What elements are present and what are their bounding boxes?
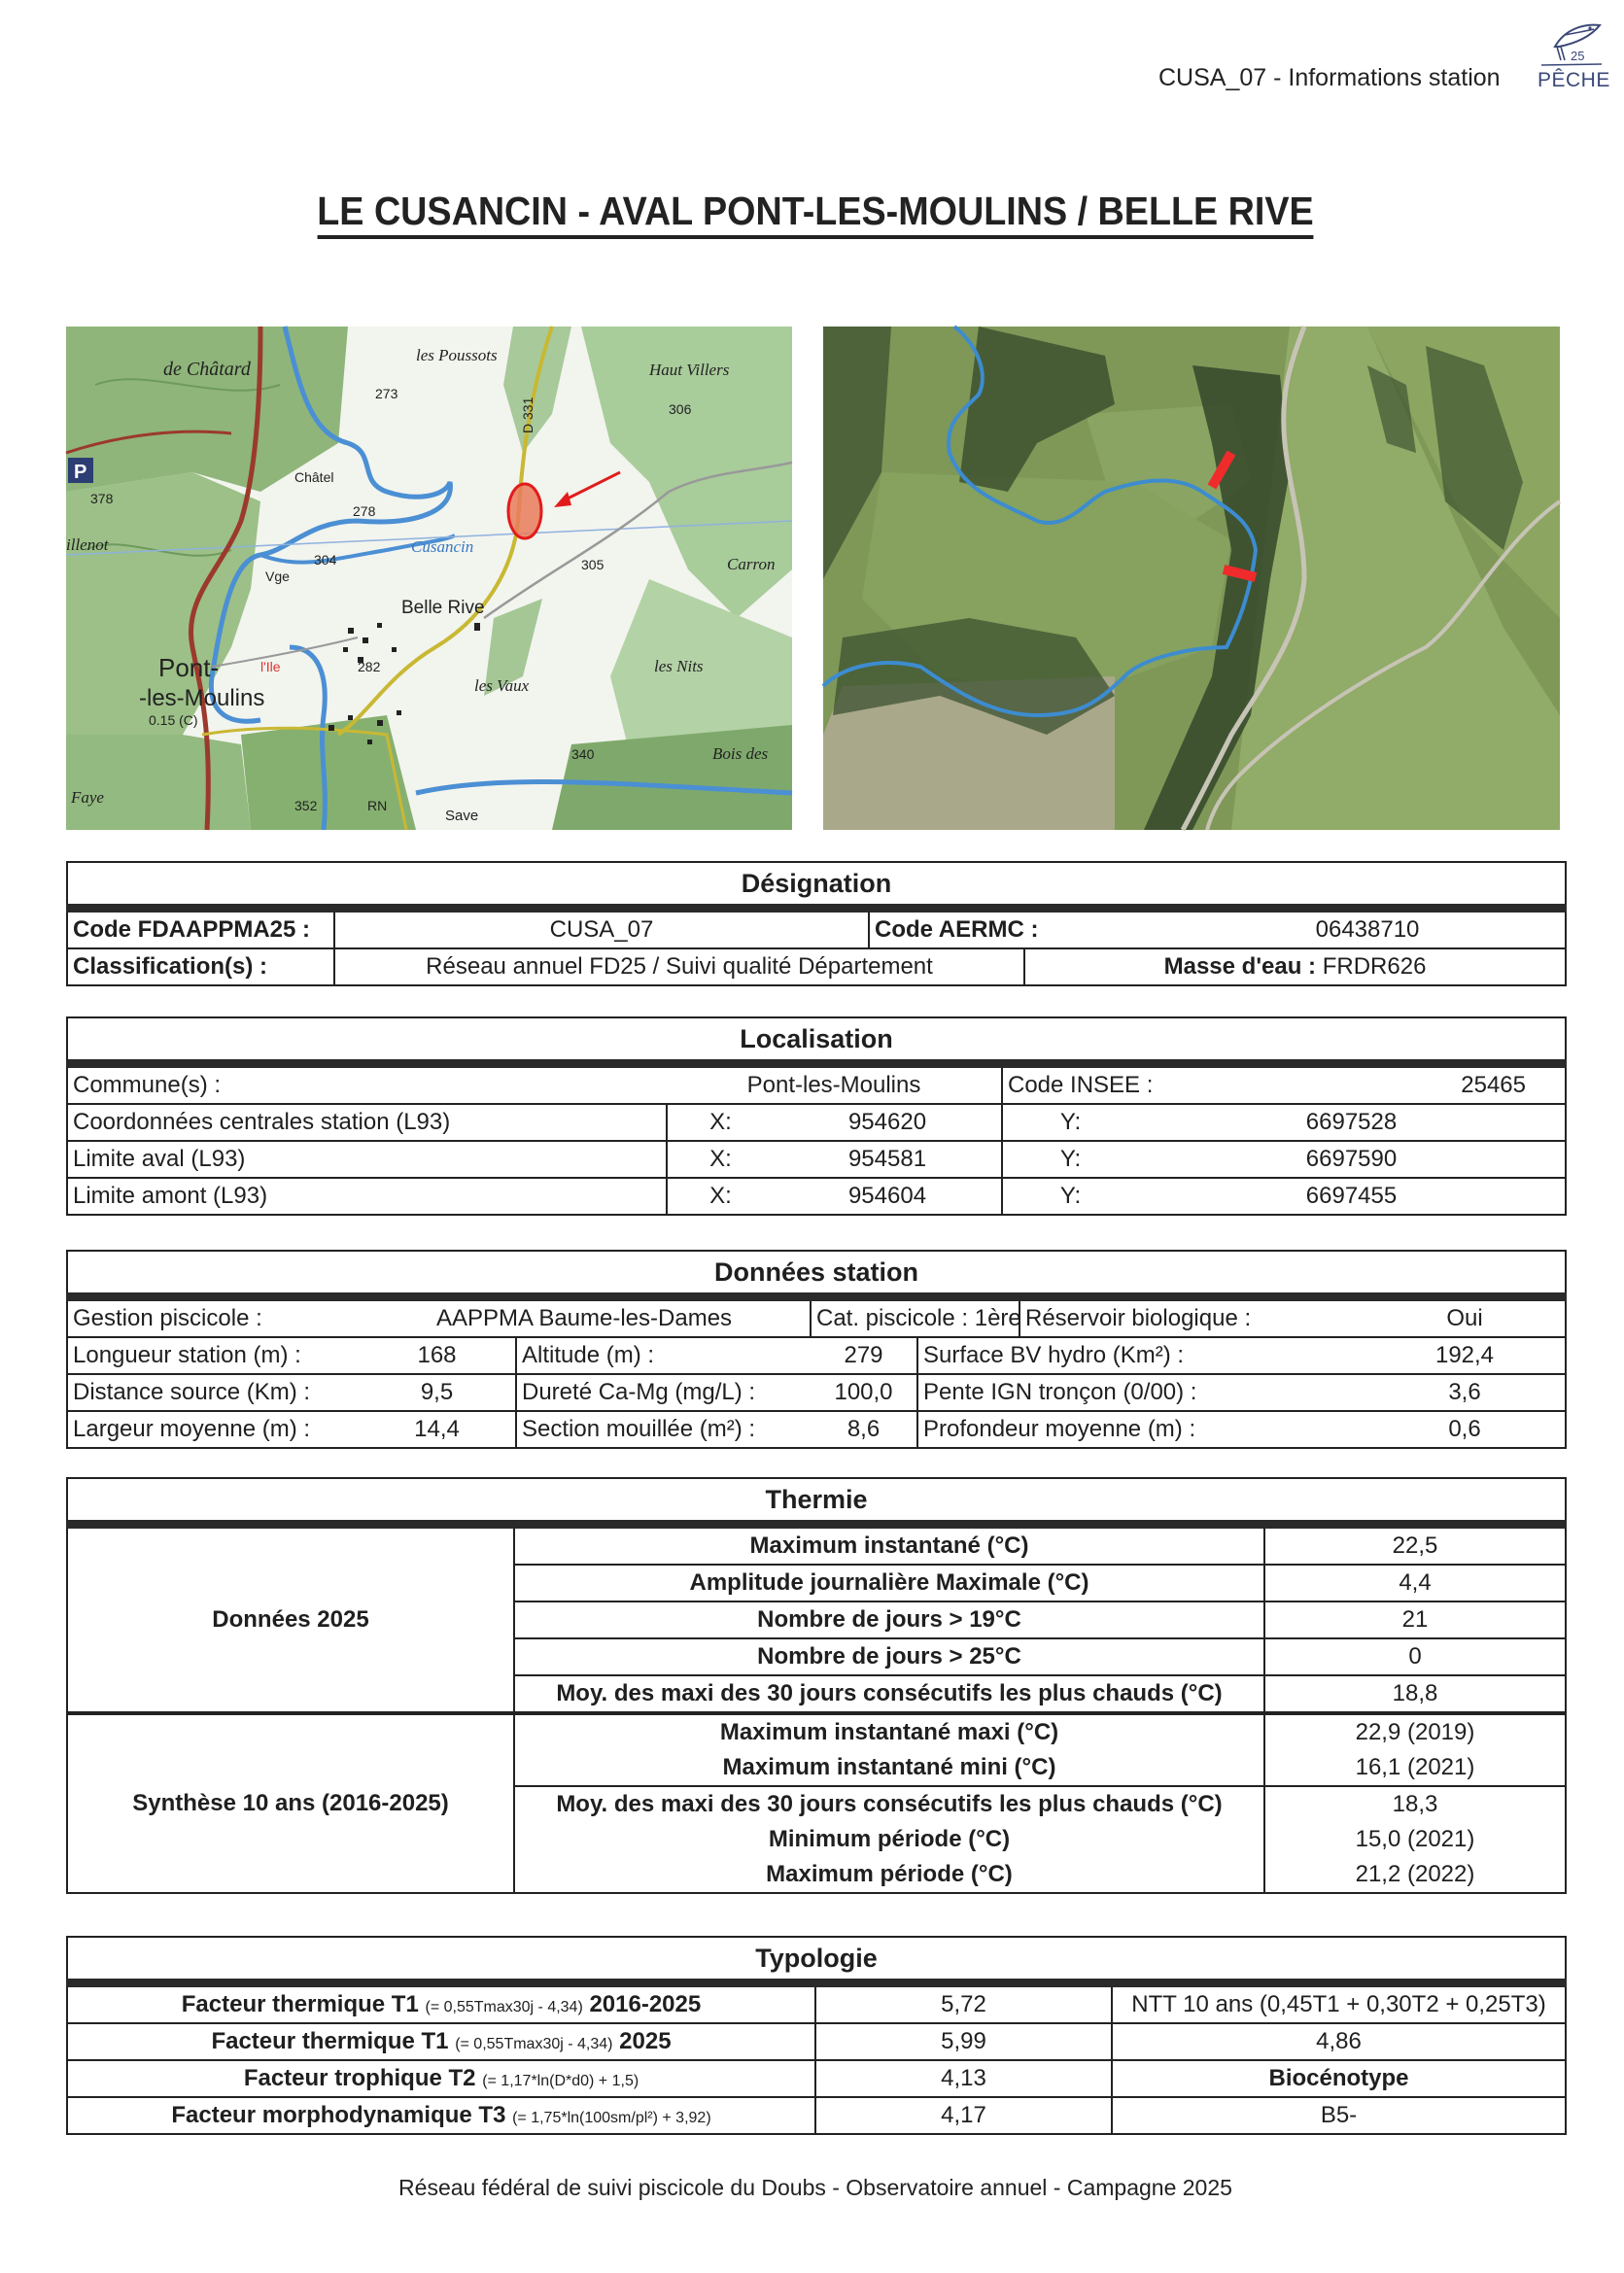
station-param-label: Profondeur moyenne (m) : <box>917 1411 1253 1448</box>
svg-text:les Nits: les Nits <box>654 657 704 675</box>
station-param-value: 9,5 <box>359 1374 516 1411</box>
localisation-heading: Localisation <box>67 1017 1566 1064</box>
logo-text: PÊCHE <box>1538 69 1610 91</box>
ntt-label: NTT 10 ans (0,45T1 + 0,30T2 + 0,25T3) <box>1112 1983 1566 2024</box>
station-param-label: Surface BV hydro (Km²) : <box>917 1337 1253 1374</box>
svg-text:306: 306 <box>669 401 692 417</box>
thermie-param-value: 4,4 <box>1264 1565 1566 1601</box>
commune-value: Pont-les-Moulins <box>667 1064 1002 1105</box>
thermie-param-label: Maximum instantané maxi (°C) <box>514 1713 1264 1750</box>
station-row <box>67 1374 1566 1411</box>
station-param-label: Pente IGN tronçon (0/00) : <box>917 1374 1253 1411</box>
svg-text:352: 352 <box>294 798 318 813</box>
station-param-label: Longueur station (m) : <box>67 1337 359 1374</box>
typologie-table <box>66 1936 1567 2135</box>
typologie-heading: Typologie <box>67 1937 1566 1983</box>
masse-eau-value: FRDR626 <box>1322 953 1427 980</box>
svg-text:Belle Rive: Belle Rive <box>401 598 485 618</box>
thermie-row <box>67 1525 1566 1566</box>
thermie-heading: Thermie <box>67 1478 1566 1525</box>
coord-row <box>67 1141 1566 1178</box>
factor-value: 5,99 <box>815 2023 1112 2060</box>
svg-text:Faye: Faye <box>71 788 104 807</box>
x-label: X: <box>667 1141 774 1178</box>
station-param-value: 3,6 <box>1253 1374 1566 1411</box>
thermie-param-label: Nombre de jours > 19°C <box>514 1601 1264 1638</box>
svg-text:Châtel: Châtel <box>294 469 334 485</box>
biocenotype-label: Biocénotype <box>1112 2060 1566 2097</box>
svg-text:273: 273 <box>375 386 398 401</box>
svg-text:D 331: D 331 <box>520 396 536 433</box>
code-fd-label: Code FDAAPPMA25 : <box>67 909 334 949</box>
station-param-label: Distance source (Km) : <box>67 1374 359 1411</box>
y-value: 6697590 <box>1138 1141 1566 1178</box>
factor-label: Facteur thermique T1 <box>211 2028 449 2054</box>
factor-label: Facteur thermique T1 <box>181 1991 419 2017</box>
masse-eau-cell <box>1024 948 1566 985</box>
thermie-param-label: Moy. des maxi des 30 jours consécutifs les plus chauds (°C) <box>514 1675 1264 1713</box>
station-param-value: 100,0 <box>811 1374 917 1411</box>
y-label: Y: <box>1002 1178 1138 1215</box>
factor-formula: (= 1,17*ln(D*d0) + 1,5) <box>482 2073 639 2089</box>
svg-text:P: P <box>74 462 87 483</box>
typologie-factor <box>67 2097 815 2134</box>
typologie-row <box>67 1983 1566 2024</box>
svg-text:de Châtard: de Châtard <box>163 359 251 380</box>
thermie-param-label: Amplitude journalière Maximale (°C) <box>514 1565 1264 1601</box>
coord-label: Limite aval (L93) <box>67 1141 667 1178</box>
biocenotype-value: B5- <box>1112 2097 1566 2134</box>
station-heading: Données station <box>67 1251 1566 1297</box>
thermie-table <box>66 1477 1567 1894</box>
thermie-param-value: 21,2 (2022) <box>1264 1857 1566 1893</box>
station-param-value: 192,4 <box>1253 1337 1566 1374</box>
thermie-param-label: Nombre de jours > 25°C <box>514 1638 1264 1675</box>
thermie-param-label: Minimum période (°C) <box>514 1822 1264 1857</box>
localisation-table <box>66 1016 1567 1216</box>
factor-value: 5,72 <box>815 1983 1112 2024</box>
svg-text:Bois des: Bois des <box>712 744 769 763</box>
thermie-param-label: Maximum période (°C) <box>514 1857 1264 1893</box>
svg-text:Carron: Carron <box>727 555 776 573</box>
commune-label: Commune(s) : <box>67 1064 667 1105</box>
masse-eau-label: Masse d'eau : <box>1163 953 1317 980</box>
x-value: 954604 <box>774 1178 1002 1215</box>
designation-table <box>66 861 1567 986</box>
station-param-value: 8,6 <box>811 1411 917 1448</box>
thermie-param-label: Maximum instantané (°C) <box>514 1525 1264 1566</box>
svg-text:25: 25 <box>1571 49 1585 63</box>
station-row <box>67 1411 1566 1448</box>
code-aermc-value: 06438710 <box>1170 909 1566 949</box>
factor-formula: (= 0,55Tmax30j - 4,34) <box>455 2036 613 2052</box>
thermie-group-label: Synthèse 10 ans (2016-2025) <box>67 1713 514 1893</box>
page-footer: Réseau fédéral de suivi piscicole du Doubs - Observatoire annuel - Campagne 2025 <box>398 2175 1232 2200</box>
svg-text:0.15 (C): 0.15 (C) <box>149 712 198 728</box>
svg-text:les Poussots: les Poussots <box>416 346 498 364</box>
svg-text:-les-Moulins: -les-Moulins <box>139 685 265 711</box>
thermie-group-label: Données 2025 <box>67 1525 514 1714</box>
gestion-label: Gestion piscicole : <box>67 1297 359 1338</box>
peche-logo <box>1536 17 1610 95</box>
y-label: Y: <box>1002 1104 1138 1141</box>
station-header-label: CUSA_07 - Informations station <box>1158 64 1501 91</box>
coord-label: Coordonnées centrales station (L93) <box>67 1104 667 1141</box>
svg-text:Pont-: Pont- <box>158 653 220 682</box>
gestion-value: AAPPMA Baume-les-Dames <box>359 1297 811 1338</box>
reservoir-value: Oui <box>1253 1297 1566 1338</box>
svg-text:Save: Save <box>445 808 479 824</box>
thermie-param-value: 18,8 <box>1264 1675 1566 1713</box>
typologie-factor <box>67 1983 815 2024</box>
svg-text:Haut Villers: Haut Villers <box>649 361 730 379</box>
page-title: LE CUSANCIN - AVAL PONT-LES-MOULINS / BELLE RIVE <box>126 189 1505 234</box>
x-label: X: <box>667 1104 774 1141</box>
code-aermc-label: Code AERMC : <box>869 909 1170 949</box>
topographic-map <box>66 327 792 830</box>
station-param-label: Dureté Ca-Mg (mg/L) : <box>516 1374 811 1411</box>
cat-piscicole-value: 1ère <box>974 1305 1021 1331</box>
station-row <box>67 1337 1566 1374</box>
y-value: 6697528 <box>1138 1104 1566 1141</box>
code-fd-value: CUSA_07 <box>334 909 869 949</box>
station-param-label: Altitude (m) : <box>516 1337 811 1374</box>
thermie-param-value: 16,1 (2021) <box>1264 1750 1566 1786</box>
station-param-value: 0,6 <box>1253 1411 1566 1448</box>
aerial-photo <box>823 327 1560 830</box>
thermie-param-label: Maximum instantané mini (°C) <box>514 1750 1264 1786</box>
ntt-value: 4,86 <box>1112 2023 1566 2060</box>
x-value: 954620 <box>774 1104 1002 1141</box>
typologie-factor <box>67 2060 815 2097</box>
thermie-param-value: 0 <box>1264 1638 1566 1675</box>
station-param-label: Section mouillée (m²) : <box>516 1411 811 1448</box>
classification-label: Classification(s) : <box>67 948 334 985</box>
designation-heading: Désignation <box>67 862 1566 909</box>
svg-text:Cusancin: Cusancin <box>411 537 474 556</box>
station-param-value: 14,4 <box>359 1411 516 1448</box>
cat-piscicole-cell <box>811 1297 1019 1338</box>
fish-logo-icon <box>1536 17 1604 68</box>
thermie-row <box>67 1713 1566 1750</box>
svg-text:l'Ile: l'Ile <box>260 659 281 674</box>
svg-text:Vge: Vge <box>265 568 290 584</box>
typologie-factor <box>67 2023 815 2060</box>
thermie-param-value: 22,5 <box>1264 1525 1566 1566</box>
svg-text:378: 378 <box>90 491 114 506</box>
factor-label: Facteur morphodynamique T3 <box>171 2102 506 2128</box>
typologie-row <box>67 2060 1566 2097</box>
svg-text:340: 340 <box>571 746 595 762</box>
reservoir-label: Réservoir biologique : <box>1019 1297 1253 1338</box>
typologie-row <box>67 2023 1566 2060</box>
typologie-row <box>67 2097 1566 2134</box>
classification-value: Réseau annuel FD25 / Suivi qualité Département <box>334 948 1024 985</box>
station-param-label: Largeur moyenne (m) : <box>67 1411 359 1448</box>
thermie-param-value: 15,0 (2021) <box>1264 1822 1566 1857</box>
x-value: 954581 <box>774 1141 1002 1178</box>
svg-text:304: 304 <box>314 552 337 568</box>
station-param-value: 168 <box>359 1337 516 1374</box>
insee-value: 25465 <box>1138 1064 1566 1105</box>
svg-text:282: 282 <box>358 659 381 674</box>
svg-text:RN: RN <box>367 798 388 813</box>
thermie-param-value: 22,9 (2019) <box>1264 1713 1566 1750</box>
y-label: Y: <box>1002 1141 1138 1178</box>
svg-text:illenot: illenot <box>66 535 109 554</box>
factor-period: 2025 <box>619 2028 672 2054</box>
coord-row <box>67 1104 1566 1141</box>
svg-text:les Vaux: les Vaux <box>474 676 530 695</box>
cat-piscicole-label: Cat. piscicole : <box>816 1305 969 1331</box>
station-data-table <box>66 1250 1567 1449</box>
thermie-param-value: 18,3 <box>1264 1786 1566 1822</box>
coord-row <box>67 1178 1566 1215</box>
svg-text:305: 305 <box>581 557 605 572</box>
factor-period: 2016-2025 <box>589 1991 702 2017</box>
station-location-marker <box>508 484 541 538</box>
factor-value: 4,17 <box>815 2097 1112 2134</box>
y-value: 6697455 <box>1138 1178 1566 1215</box>
factor-formula: (= 0,55Tmax30j - 4,34) <box>425 1999 583 2015</box>
station-param-value: 279 <box>811 1337 917 1374</box>
coord-label: Limite amont (L93) <box>67 1178 667 1215</box>
svg-text:278: 278 <box>353 503 376 519</box>
x-label: X: <box>667 1178 774 1215</box>
thermie-param-label: Moy. des maxi des 30 jours consécutifs les plus chauds (°C) <box>514 1786 1264 1822</box>
thermie-param-value: 21 <box>1264 1601 1566 1638</box>
factor-label: Facteur trophique T2 <box>243 2065 476 2091</box>
insee-label: Code INSEE : <box>1002 1064 1138 1105</box>
factor-formula: (= 1,75*ln(100sm/pl²) + 3,92) <box>512 2110 711 2126</box>
factor-value: 4,13 <box>815 2060 1112 2097</box>
